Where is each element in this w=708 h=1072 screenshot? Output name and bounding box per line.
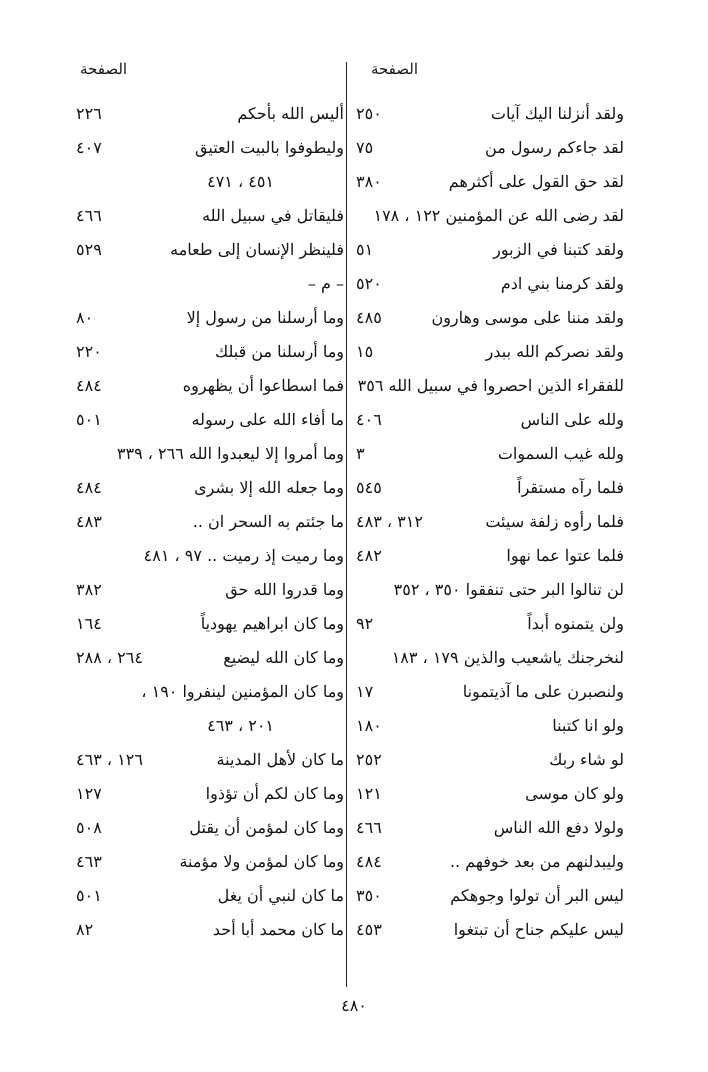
entry-text: ولقد كرمنا بني ادم <box>500 274 624 293</box>
index-entry <box>72 709 352 743</box>
index-entry <box>352 335 632 369</box>
entry-page-numbers: ٤٥١ ، ٤٧١ <box>207 172 274 191</box>
index-entry <box>352 165 632 199</box>
entry-text: ما كان لأهل المدينة <box>216 750 344 769</box>
entry-page-numbers: ٤٥٣ <box>356 920 382 939</box>
entry-text: لقد رضى الله عن المؤمنين ١٢٢ ، ١٧٨ <box>373 206 624 225</box>
entry-text: فلينظر الإنسان إلى طعامه <box>170 240 344 259</box>
entry-page-numbers: ٤٠٦ <box>356 410 382 429</box>
entry-page-numbers: ١٢٧ <box>76 784 102 803</box>
entry-text: وما كان لمؤمن أن يقتل <box>189 818 344 837</box>
left-column-header: الصفحة <box>80 60 128 78</box>
index-entry <box>72 437 352 471</box>
entry-text: ما كان محمد أبا أحد <box>212 920 344 939</box>
entry-page-numbers: ٥٢٠ <box>356 274 382 293</box>
index-entry <box>72 131 352 165</box>
entry-text: وما أرسلنا من رسول إلا <box>186 308 344 327</box>
entry-page-numbers: ٥٠٨ <box>76 818 102 837</box>
entry-text: ولقد نصركم الله ببدر <box>485 342 624 361</box>
index-entry <box>352 403 632 437</box>
entry-page-numbers: ١٢٦ ، ٤٦٣ <box>76 750 143 769</box>
index-entry <box>352 539 632 573</box>
index-entry <box>352 199 632 233</box>
index-entry <box>352 97 632 131</box>
entry-text: ليس عليكم جناح أن تبتغوا <box>453 920 624 939</box>
index-entry <box>352 131 632 165</box>
index-entry <box>72 97 352 131</box>
entry-text: ليس البر أن تولوا وجوهكم <box>450 886 624 905</box>
entry-text: فلما رأوه زلفة سيئت <box>485 512 624 531</box>
entry-page-numbers: ٢٥٢ <box>356 750 382 769</box>
entry-page-numbers: ٤٦٦ <box>76 206 102 225</box>
entry-text: لو شاء ربك <box>549 750 624 769</box>
entry-text: ولنصبرن على ما آذيتمونا <box>462 682 624 701</box>
index-entry <box>72 641 352 675</box>
index-entry <box>352 641 632 675</box>
entry-page-numbers: ٩٢ <box>356 614 374 633</box>
entry-text: ولو كان موسى <box>525 784 624 803</box>
entry-page-numbers: ٢٦٤ ، ٢٨٨ <box>76 648 143 667</box>
entry-page-numbers: ٢٢٦ <box>76 104 102 123</box>
entry-page-numbers: ٤٠٧ <box>76 138 102 157</box>
entry-text: وما كان المؤمنين لينفروا ١٩٠ ، <box>141 682 344 701</box>
entry-text: لنخرجنك ياشعيب والذين ١٧٩ ، ١٨٣ <box>391 648 624 667</box>
page-number: ٤٨٠ <box>341 996 367 1015</box>
entry-text: وما أمروا إلا ليعبدوا الله ٢٦٦ ، ٣٣٩ <box>116 444 344 463</box>
entry-page-numbers: ٤٨٢ <box>356 546 382 565</box>
entry-page-numbers: ٣٨٠ <box>356 172 382 191</box>
index-entry <box>72 335 352 369</box>
index-entry <box>72 165 352 199</box>
entry-page-numbers: ٣٨٢ <box>76 580 102 599</box>
index-entry <box>352 505 632 539</box>
index-entry <box>72 369 352 403</box>
index-entry <box>72 233 352 267</box>
index-entry <box>72 811 352 845</box>
index-entry <box>72 743 352 777</box>
entry-text: ولقد أنزلنا اليك آيات <box>490 104 624 123</box>
index-entry <box>352 743 632 777</box>
entry-text: فليقاتل في سبيل الله <box>202 206 344 225</box>
entry-page-numbers: ٥٢٩ <box>76 240 102 259</box>
index-entry <box>72 607 352 641</box>
index-entry <box>352 301 632 335</box>
index-entry <box>72 675 352 709</box>
index-entry <box>352 777 632 811</box>
entry-page-numbers: ٢٢٠ <box>76 342 102 361</box>
index-entry <box>352 709 632 743</box>
entry-text: ولله غيب السموات <box>497 444 624 463</box>
entry-page-numbers: ٤٨٤ <box>76 376 102 395</box>
entry-page-numbers: ٤٨٤ <box>76 478 102 497</box>
entry-page-numbers: ٣ <box>356 444 365 463</box>
index-entry <box>72 539 352 573</box>
index-entry <box>352 607 632 641</box>
entry-text: وما قدروا الله حق <box>225 580 344 599</box>
index-entry <box>72 505 352 539</box>
entry-text: لن تنالوا البر حتى تنفقوا ٣٥٠ ، ٣٥٢ <box>393 580 624 599</box>
entry-page-numbers: ٢٠١ ، ٤٦٣ <box>207 716 274 735</box>
entry-page-numbers: ٤٨٤ <box>356 852 382 871</box>
entry-page-numbers: ٧٥ <box>356 138 374 157</box>
entry-text: ما كان لنبي أن يغل <box>217 886 344 905</box>
entry-page-numbers: ١٢١ <box>356 784 382 803</box>
entry-text: وما رميت إذ رميت .. ٩٧ ، ٤٨١ <box>143 546 344 565</box>
entry-text: لقد جاءكم رسول من <box>485 138 624 157</box>
index-entry <box>352 437 632 471</box>
entry-page-numbers: ٣٥٠ <box>356 886 382 905</box>
right-index-column <box>352 97 632 947</box>
left-index-column <box>72 97 352 947</box>
entry-page-numbers: ١٥ <box>356 342 374 361</box>
entry-page-numbers: ١٨٠ <box>356 716 382 735</box>
index-entry <box>352 811 632 845</box>
entry-page-numbers: ١٧ <box>356 682 374 701</box>
entry-text: ما جئتم به السحر ان .. <box>192 512 344 531</box>
entry-text: للفقراء الذين احصروا في سبيل الله ٣٥٦ <box>357 376 624 395</box>
entry-page-numbers: ٥١ <box>356 240 374 259</box>
entry-text: أليس الله بأحكم <box>237 104 344 123</box>
entry-text: وما جعله الله إلا بشرى <box>194 478 344 497</box>
index-entry <box>352 471 632 505</box>
right-column-header: الصفحة <box>370 60 418 78</box>
entry-page-numbers: ٣١٢ ، ٤٨٣ <box>356 512 423 531</box>
entry-page-numbers: ٨٢ <box>76 920 94 939</box>
index-entry <box>72 913 352 947</box>
index-entry <box>72 777 352 811</box>
index-entry <box>352 233 632 267</box>
entry-text: ولولا دفع الله الناس <box>493 818 624 837</box>
index-entry <box>72 199 352 233</box>
entry-text: وليطوفوا بالبيت العتيق <box>195 138 344 157</box>
entry-page-numbers: ٤٦٣ <box>76 852 102 871</box>
entry-text: وما أرسلنا من قبلك <box>214 342 344 361</box>
index-entry <box>352 573 632 607</box>
entry-page-numbers: ٨٠ <box>76 308 94 327</box>
index-entry <box>352 675 632 709</box>
index-entry <box>352 369 632 403</box>
entry-page-numbers: ٤٨٥ <box>356 308 382 327</box>
entry-page-numbers: ١٦٤ <box>76 614 102 633</box>
entry-text: فلما عتوا عما نهوا <box>506 546 624 565</box>
entry-page-numbers: ٤٦٦ <box>356 818 382 837</box>
entry-text: ما أفاء الله على رسوله <box>191 410 344 429</box>
entry-page-numbers: ٢٥٠ <box>356 104 382 123</box>
index-entry <box>72 845 352 879</box>
index-entry <box>72 301 352 335</box>
entry-text: ولله على الناس <box>520 410 624 429</box>
entry-text: ولو انا كتبنا <box>552 716 624 735</box>
entry-text: وما كان لمؤمن ولا مؤمنة <box>179 852 344 871</box>
index-entry <box>72 267 352 301</box>
entry-text: لقد حق القول على أكثرهم <box>448 172 624 191</box>
entry-text: – م – <box>307 274 344 293</box>
entry-page-numbers: ٥٠١ <box>76 886 102 905</box>
entry-text: ولن يتمنوه أبداً <box>527 614 624 633</box>
index-entry <box>352 845 632 879</box>
index-entry <box>72 403 352 437</box>
entry-text: فلما رآه مستقراً <box>517 478 624 497</box>
entry-text: فما اسطاعوا أن يظهروه <box>182 376 344 395</box>
entry-page-numbers: ٥٠١ <box>76 410 102 429</box>
entry-text: ولقد كتبنا في الزبور <box>493 240 624 259</box>
entry-text: وما كان لكم أن تؤذوا <box>205 784 344 803</box>
entry-page-numbers: ٥٤٥ <box>356 478 382 497</box>
index-entry <box>352 913 632 947</box>
entry-page-numbers: ٤٨٣ <box>76 512 102 531</box>
entry-text: وليبدلنهم من بعد خوفهم .. <box>449 852 624 871</box>
index-entry <box>352 267 632 301</box>
index-entry <box>72 879 352 913</box>
entry-text: وما كان الله ليضيع <box>223 648 344 667</box>
entry-text: وما كان ابراهيم يهودياً <box>200 614 344 633</box>
index-entry <box>72 471 352 505</box>
index-entry <box>72 573 352 607</box>
index-entry <box>352 879 632 913</box>
entry-text: ولقد مننا على موسى وهارون <box>431 308 624 327</box>
